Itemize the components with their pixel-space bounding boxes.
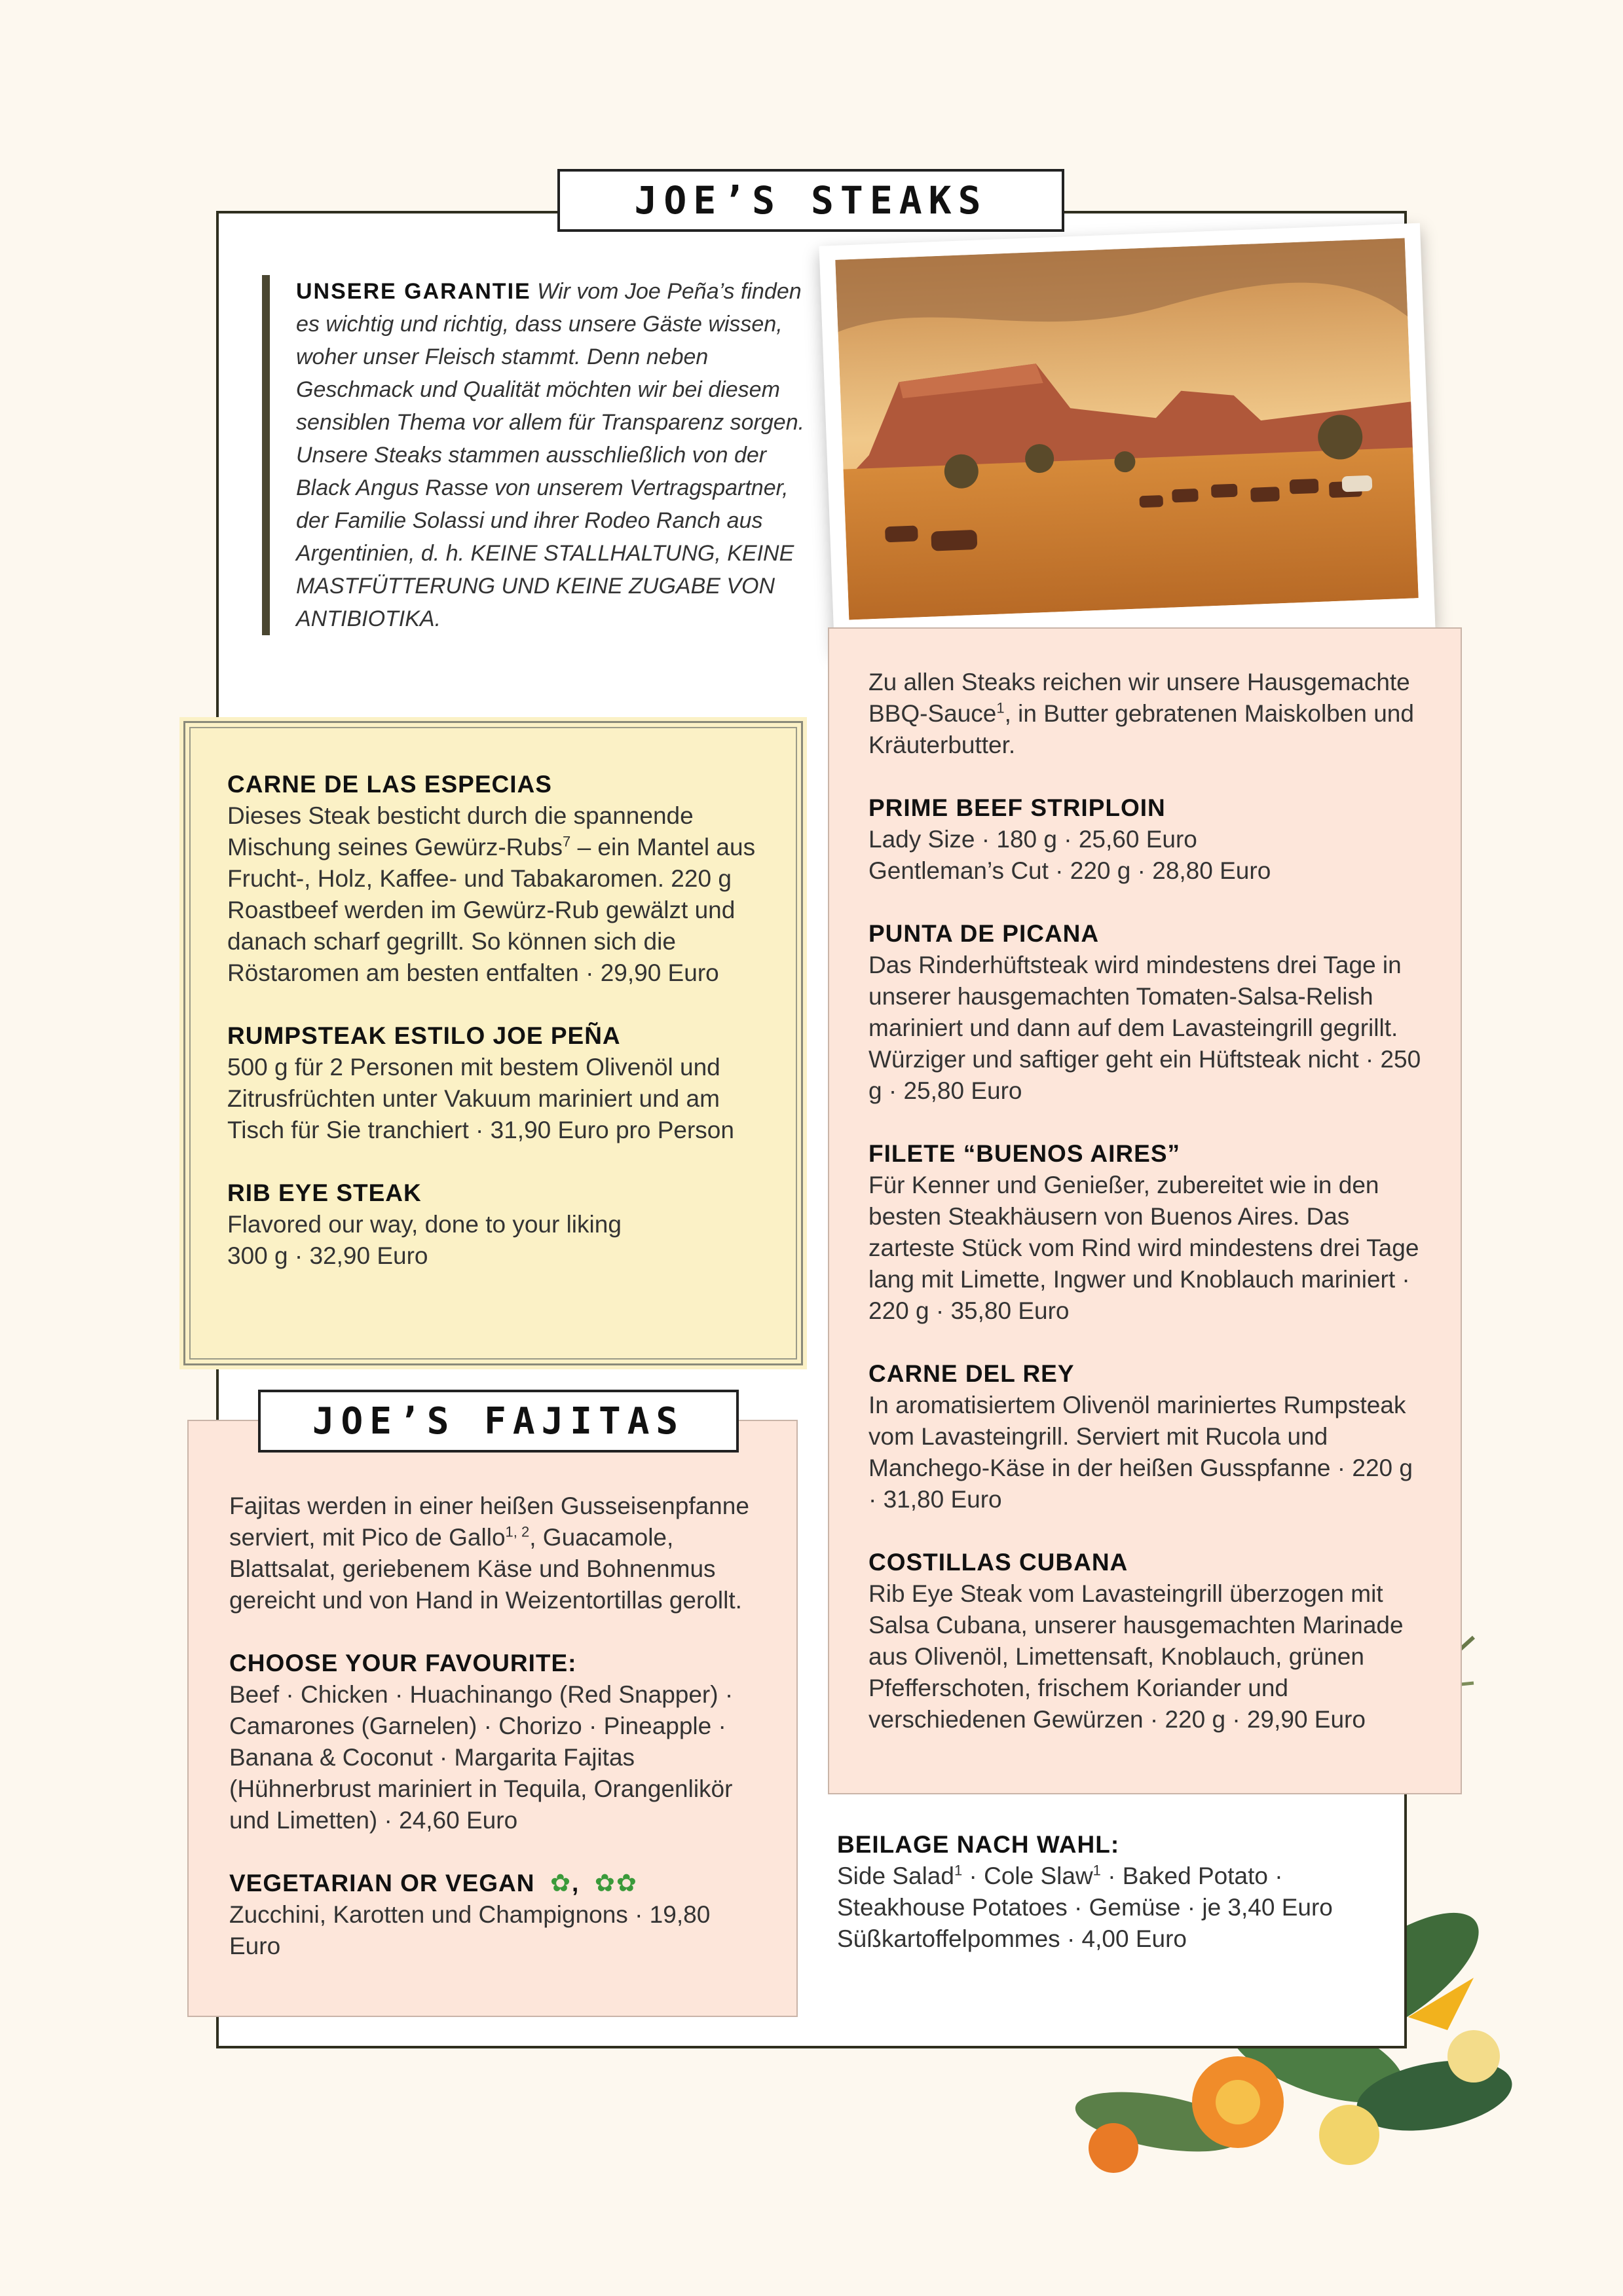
menu-item-name: COSTILLAS CUBANA: [868, 1549, 1129, 1576]
menu-item: [227, 1020, 762, 1146]
menu-item-name: PUNTA DE PICANA: [868, 920, 1100, 947]
menu-item-desc: Rib Eye Steak vom Lavasteingrill überzogen mit Salsa Cubana, unserer hausgemachten Marinade aus Olivenöl, Limettensaft, Knoblauch, grünen Pfefferschoten, frischem Koriander und verschiedenen Gewürzen · 220 g · 29,90 Euro: [868, 1580, 1404, 1733]
menu-item-name: PRIME BEEF STRIPLOIN: [868, 794, 1166, 821]
menu-item: [229, 1648, 757, 1836]
menu-item: [868, 1547, 1421, 1735]
menu-item-desc: Das Rinderhüftsteak wird mindestens drei Tage in unserer hausgemachten Tomaten-Salsa-Relish mariniert und dann auf dem Lavasteingrill gegrillt. Würziger und saftiger geht ein Hüftsteak nicht · 250 g · 25,80 Euro: [868, 952, 1421, 1104]
menu-item-name: RIB EYE STEAK: [227, 1179, 422, 1206]
vegan-icon: ✿✿: [586, 1870, 638, 1897]
menu-item: [868, 1138, 1421, 1327]
steaks-list-box: [828, 627, 1462, 1794]
menu-item: [868, 792, 1421, 887]
menu-item-desc: Flavored our way, done to your liking: [227, 1211, 622, 1238]
side-dishes-list: Side Salad$^1$ · Cole Slaw$^1$ · Baked Potato · Steakhouse Potatoes · Gemüse · je 3,40 Euro: [837, 1862, 1333, 1921]
menu-item-name: RUMPSTEAK ESTILO JOE PEÑA: [227, 1022, 621, 1049]
fajitas-intro: Fajitas werden in einer heißen Gusseisenpfanne serviert, mit Pico de Gallo$^{1, 2}$, Guacamole, Blattsalat, geriebenem Käse und Bohnenmus gereicht und von Hand in Weizentortillas gerollt.: [229, 1492, 749, 1614]
menu-item-name: CARNE DEL REY: [868, 1360, 1075, 1387]
menu-item: [227, 1177, 762, 1272]
desert-cattle-image: [835, 238, 1418, 620]
menu-item-name: FILETE “BUENOS AIRES”: [868, 1140, 1181, 1167]
guarantee-text-block: [262, 275, 825, 635]
menu-item: [868, 918, 1421, 1107]
guarantee-label: UNSERE GARANTIE: [296, 279, 531, 304]
guarantee-body: Wir vom Joe Peña’s finden es wichtig und richtig, dass unsere Gäste wissen, woher unser Fleisch stammt. Denn neben Geschmack und Qualität möchten wir bei diesem sensiblen Thema vor allem für Transparenz sorgen. Unsere Steaks stammen ausschließlich von der Black Angus Rasse von unserem Vertragspartner, der Familie Solassi und ihrer Rodeo Ranch aus Argentinien, d. h. KEINE STALLHALTUNG, KEINE MASTFÜTTERUNG UND KEINE ZUGABE VON ANTIBIOTIKA.: [296, 279, 805, 631]
menu-item-desc: Für Kenner und Genießer, zubereitet wie in den besten Steakhäusern von Buenos Aires. Das zarteste Stück vom Rind wird mindestens drei Tage lang mit Limette, Ingwer und Knoblauch mariniert · 220 g · 35,80 Euro: [868, 1172, 1419, 1324]
ranch-photo: [819, 223, 1435, 652]
menu-item-desc: Beef · Chicken · Huachinango (Red Snapper) · Camarones (Garnelen) · Chorizo · Pineapple · Banana & Coconut · Margarita Fajitas (Hühnerbrust mariniert in Tequila, Orangenlikör und Limetten) · 24,60 Euro: [229, 1681, 734, 1834]
side-dishes-title: BEILAGE NACH WAHL:: [837, 1831, 1120, 1858]
menu-item-price: Lady Size · 180 g · 25,60 Euro: [868, 826, 1197, 853]
section-title-fajitas: JOE’S FAJITAS: [258, 1390, 739, 1453]
section-title-steaks: JOE’S STEAKS: [557, 169, 1064, 232]
featured-steaks-box: [183, 721, 803, 1365]
menu-item-desc: 500 g für 2 Personen mit bestem Olivenöl und Zitrusfrüchten unter Vakuum mariniert und am Tisch für Sie tranchiert · 31,90 Euro pro Person: [227, 1054, 734, 1143]
side-dishes: [837, 1829, 1374, 1955]
fajitas-box: [187, 1420, 798, 2017]
menu-item: [868, 1358, 1421, 1515]
side-dishes-extra: Süßkartoffelpommes · 4,00 Euro: [837, 1925, 1187, 1952]
menu-item-desc: In aromatisiertem Olivenöl mariniertes Rumpsteak vom Lavasteingrill. Serviert mit Rucola und Manchego-Käse in der heißen Gusspfanne · 220 g · 31,80 Euro: [868, 1392, 1413, 1513]
menu-item-name: VEGETARIAN OR VEGAN ✿, ✿✿: [229, 1870, 638, 1897]
menu-item: [229, 1868, 757, 1962]
menu-item-price: 300 g · 32,90 Euro: [227, 1242, 428, 1269]
vegetarian-icon: ✿: [542, 1870, 572, 1897]
menu-item-price: Gentleman’s Cut · 220 g · 28,80 Euro: [868, 857, 1271, 884]
menu-item-desc: Zucchini, Karotten und Champignons · 19,80 Euro: [229, 1901, 711, 1959]
menu-item-desc: Dieses Steak besticht durch die spannende Mischung seines Gewürz-Rubs$^7$ – ein Mantel aus Frucht-, Holz, Kaffee- und Tabakaromen. 220 g Roastbeef werden im Gewürz-Rub gewälzt und danach scharf gegrillt. So können sich die Röstaromen am besten entfalten · 29,90 Euro: [227, 802, 756, 986]
menu-item-name: CHOOSE YOUR FAVOURITE:: [229, 1650, 577, 1676]
menu-item: [227, 769, 762, 989]
menu-item-name: CARNE DE LAS ESPECIAS: [227, 771, 552, 798]
steaks-intro: Zu allen Steaks reichen wir unsere Hausgemachte BBQ-Sauce$^1$, in Butter gebratenen Maiskolben und Kräuterbutter.: [868, 669, 1414, 758]
